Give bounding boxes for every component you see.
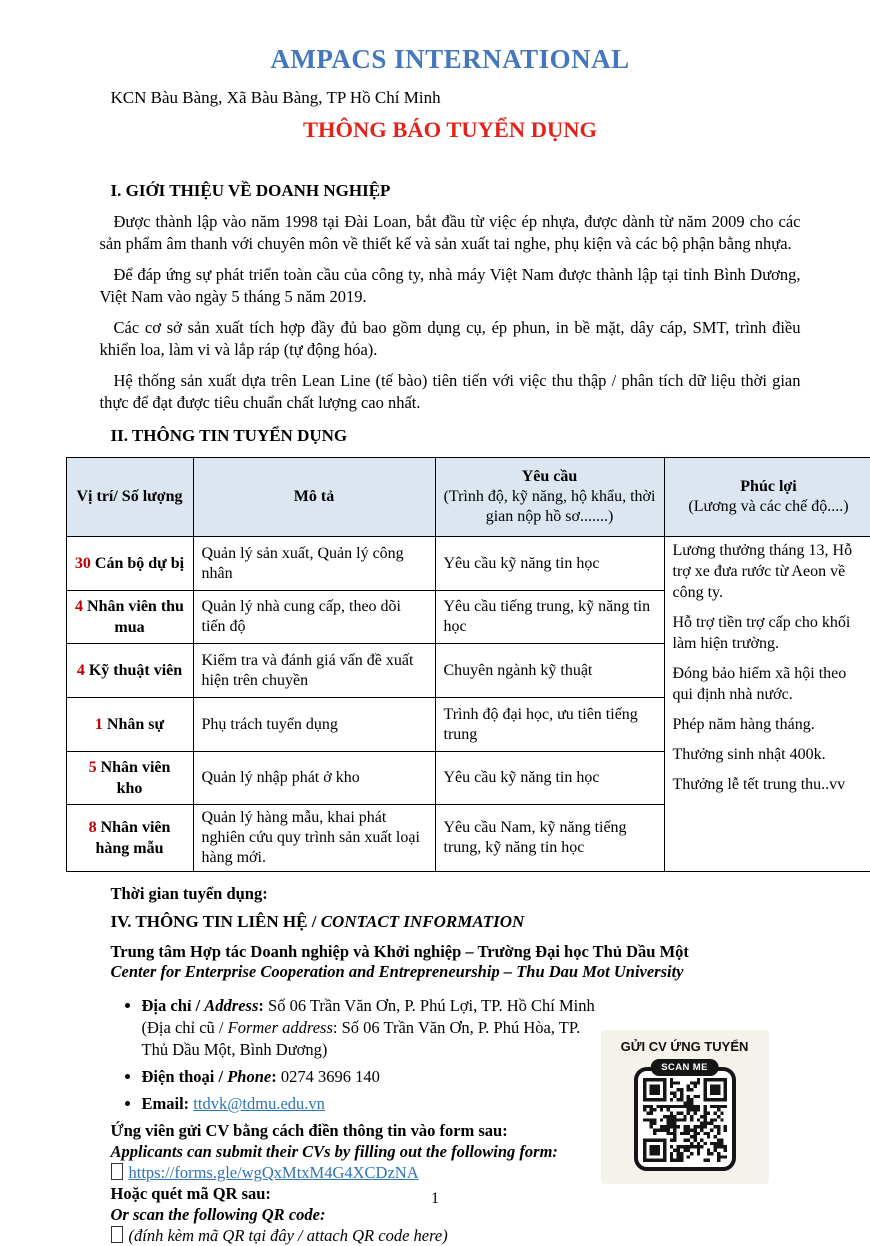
address-value: Số 06 Trần Văn Ơn, P. Phú Lợi, TP. Hồ Chí Minh xyxy=(268,996,595,1015)
description-cell: Quản lý nhập phát ở kho xyxy=(193,752,435,805)
position-title: Kỹ thuật viên xyxy=(89,662,182,679)
contact-heading-en: CONTACT INFORMATION xyxy=(321,912,525,931)
qr-frame xyxy=(634,1067,736,1171)
section-heading-intro: I. GIỚI THIỆU VỀ DOANH NGHIỆP xyxy=(111,181,801,201)
intro-paragraph: Hệ thống sản xuất dựa trên Lean Line (tế bào) tiên tiến với việc thu thập / phân tích dữ liệu thời gian thực để đạt được tiêu chuẩn chất lượng cao nhất. xyxy=(100,370,801,413)
qr-code xyxy=(643,1078,727,1162)
requirement-cell: Yêu cầu kỹ năng tin học xyxy=(435,537,664,591)
position-cell xyxy=(66,698,193,752)
former-label-en: Former address xyxy=(228,1018,333,1037)
header-requirement xyxy=(435,458,664,537)
address-item xyxy=(142,995,600,1061)
email-link[interactable]: ttdvk@tdmu.edu.vn xyxy=(193,1094,325,1113)
position-qty: 8 xyxy=(89,819,97,836)
placeholder-box-icon xyxy=(111,1226,123,1243)
qr-attach-note-text: (đính kèm mã QR tại đây / attach QR code here) xyxy=(129,1226,448,1245)
former-open: (Địa chỉ cũ / xyxy=(142,1018,228,1037)
recruit-time-label: Thời gian tuyển dụng: xyxy=(111,884,801,904)
address-label-en: Address xyxy=(204,996,258,1015)
document-page xyxy=(11,44,860,1244)
description-cell: Phụ trách tuyển dụng xyxy=(193,698,435,752)
benefit-item: Phép năm hàng tháng. xyxy=(673,714,865,735)
phone-label-en: Phone xyxy=(227,1067,271,1086)
requirement-cell: Yêu cầu kỹ năng tin học xyxy=(435,752,664,805)
header-benefits xyxy=(664,458,870,537)
table-header-row xyxy=(66,458,870,537)
position-qty: 1 xyxy=(95,716,103,733)
position-cell xyxy=(66,752,193,805)
qr-note-vi: Hoặc quét mã QR sau: xyxy=(111,1183,600,1204)
phone-colon: : xyxy=(271,1067,281,1086)
header-description: Mô tả xyxy=(193,458,435,537)
qr-panel xyxy=(601,1030,769,1184)
position-cell xyxy=(66,537,193,591)
position-cell xyxy=(66,805,193,872)
position-title: Nhân viên kho xyxy=(101,759,171,797)
contact-heading-vi: IV. THÔNG TIN LIÊN HỆ / xyxy=(111,912,321,931)
position-qty: 4 xyxy=(77,662,85,679)
header-position: Vị trí/ Số lượng xyxy=(66,458,193,537)
requirement-cell: Yêu cầu Nam, kỹ năng tiếng trung, kỹ năng tin học xyxy=(435,805,664,872)
description-cell: Quản lý nhà cung cấp, theo dõi tiến độ xyxy=(193,591,435,644)
qr-attach-note xyxy=(111,1225,600,1246)
table-row xyxy=(66,537,870,591)
org-name-vi: Trung tâm Hợp tác Doanh nghiệp và Khởi nghiệp – Trường Đại học Thủ Dầu Một xyxy=(111,942,801,962)
benefit-item: Đóng bảo hiểm xã hội theo qui định nhà nước. xyxy=(673,663,865,705)
email-label: Email: xyxy=(142,1094,194,1113)
requirement-cell: Trình độ đại học, ưu tiên tiếng trung xyxy=(435,698,664,752)
header-requirement-sub: (Trình độ, kỹ năng, hộ khẩu, thời gian nộp hồ sơ.......) xyxy=(444,487,656,527)
benefit-item: Hỗ trợ tiền trợ cấp cho khối làm hiện trường. xyxy=(673,612,865,654)
position-title: Cán bộ dự bị xyxy=(95,555,184,572)
intro-paragraph: Các cơ sở sản xuất tích hợp đầy đủ bao gồm dụng cụ, ép phun, in bề mặt, dây cáp, SMT, trình điều khiển loa, làm vi và lắp ráp (tự động hóa). xyxy=(100,317,801,360)
page-number: 1 xyxy=(11,1190,860,1208)
position-cell xyxy=(66,591,193,644)
benefit-item: Lương thưởng tháng 13, Hỗ trợ xe đưa rước từ Aeon về công ty. xyxy=(673,540,865,603)
position-qty: 4 xyxy=(75,598,83,615)
qr-panel-title: GỬI CV ỨNG TUYỂN xyxy=(601,1039,769,1054)
position-qty: 5 xyxy=(89,759,97,776)
header-requirement-title: Yêu cầu xyxy=(522,468,578,485)
company-address: KCN Bàu Bàng, Xã Bàu Bàng, TP Hồ Chí Minh xyxy=(111,88,801,108)
position-qty: 30 xyxy=(75,555,91,572)
description-cell: Quản lý hàng mẫu, khai phát nghiên cứu quy trình sản xuất loại hàng mới. xyxy=(193,805,435,872)
requirement-cell: Chuyên ngành kỹ thuật xyxy=(435,644,664,698)
phone-label: Điện thoại / xyxy=(142,1067,228,1086)
contact-list xyxy=(126,995,600,1115)
placeholder-box-icon xyxy=(111,1163,123,1180)
phone-value: 0274 3696 140 xyxy=(281,1067,380,1086)
address-colon: : xyxy=(258,996,268,1015)
requirement-cell: Yêu cầu tiếng trung, kỹ năng tin học xyxy=(435,591,664,644)
form-note-en: Applicants can submit their CVs by filling out the following form: xyxy=(111,1141,600,1162)
company-title: AMPACS INTERNATIONAL xyxy=(100,44,801,75)
position-title: Nhân viên thu mua xyxy=(87,598,184,636)
recruitment-table xyxy=(66,457,870,872)
phone-item xyxy=(142,1066,600,1088)
section-heading-recruitment: II. THÔNG TIN TUYỂN DỤNG xyxy=(111,426,801,446)
benefits-cell xyxy=(664,537,870,872)
form-link-line xyxy=(111,1162,600,1183)
form-note-vi: Ứng viên gửi CV bằng cách điền thông tin vào form sau: xyxy=(111,1120,600,1141)
intro-paragraph: Để đáp ứng sự phát triển toàn cầu của công ty, nhà máy Việt Nam được thành lập tại tỉnh Bình Dương, Việt Nam vào ngày 5 tháng 5 năm 2019. xyxy=(100,264,801,307)
header-benefits-title: Phúc lợi xyxy=(740,478,796,495)
doc-title: THÔNG BÁO TUYỂN DỤNG xyxy=(100,117,801,143)
qr-note-en: Or scan the following QR code: xyxy=(111,1204,600,1225)
benefit-item: Thưởng lễ tết trung thu..vv xyxy=(673,774,865,795)
former-address-line xyxy=(142,1017,600,1061)
former-rest: : Số 06 Trần Văn Ơn, P. Phú Hòa, TP. Thủ Dầu Một, Bình Dương) xyxy=(142,1018,581,1059)
description-cell: Kiểm tra và đánh giá vấn đề xuất hiện trên chuyền xyxy=(193,644,435,698)
org-name-en: Center for Enterprise Cooperation and Entrepreneurship – Thu Dau Mot University xyxy=(111,962,801,982)
section-heading-contact xyxy=(111,912,801,932)
position-title: Nhân sự xyxy=(107,716,164,733)
position-cell xyxy=(66,644,193,698)
position-title: Nhân viên hàng mẫu xyxy=(95,819,170,857)
address-label: Địa chỉ / xyxy=(142,996,205,1015)
email-item xyxy=(142,1093,600,1115)
intro-paragraph: Được thành lập vào năm 1998 tại Đài Loan, bắt đầu từ việc ép nhựa, được dành từ năm 2009 cho các sản phẩm âm thanh với chuyên môn về thiết kế và sản xuất tai nghe, phụ kiện và các bộ phận bằng nhựa. xyxy=(100,211,801,254)
header-benefits-sub: (Lương và các chế độ....) xyxy=(673,497,865,517)
scan-me-badge: SCAN ME xyxy=(650,1059,719,1076)
benefit-item: Thưởng sinh nhật 400k. xyxy=(673,744,865,765)
description-cell: Quản lý sản xuất, Quản lý công nhân xyxy=(193,537,435,591)
form-link[interactable]: https://forms.gle/wgQxMtxM4G4XCDzNA xyxy=(129,1163,419,1182)
